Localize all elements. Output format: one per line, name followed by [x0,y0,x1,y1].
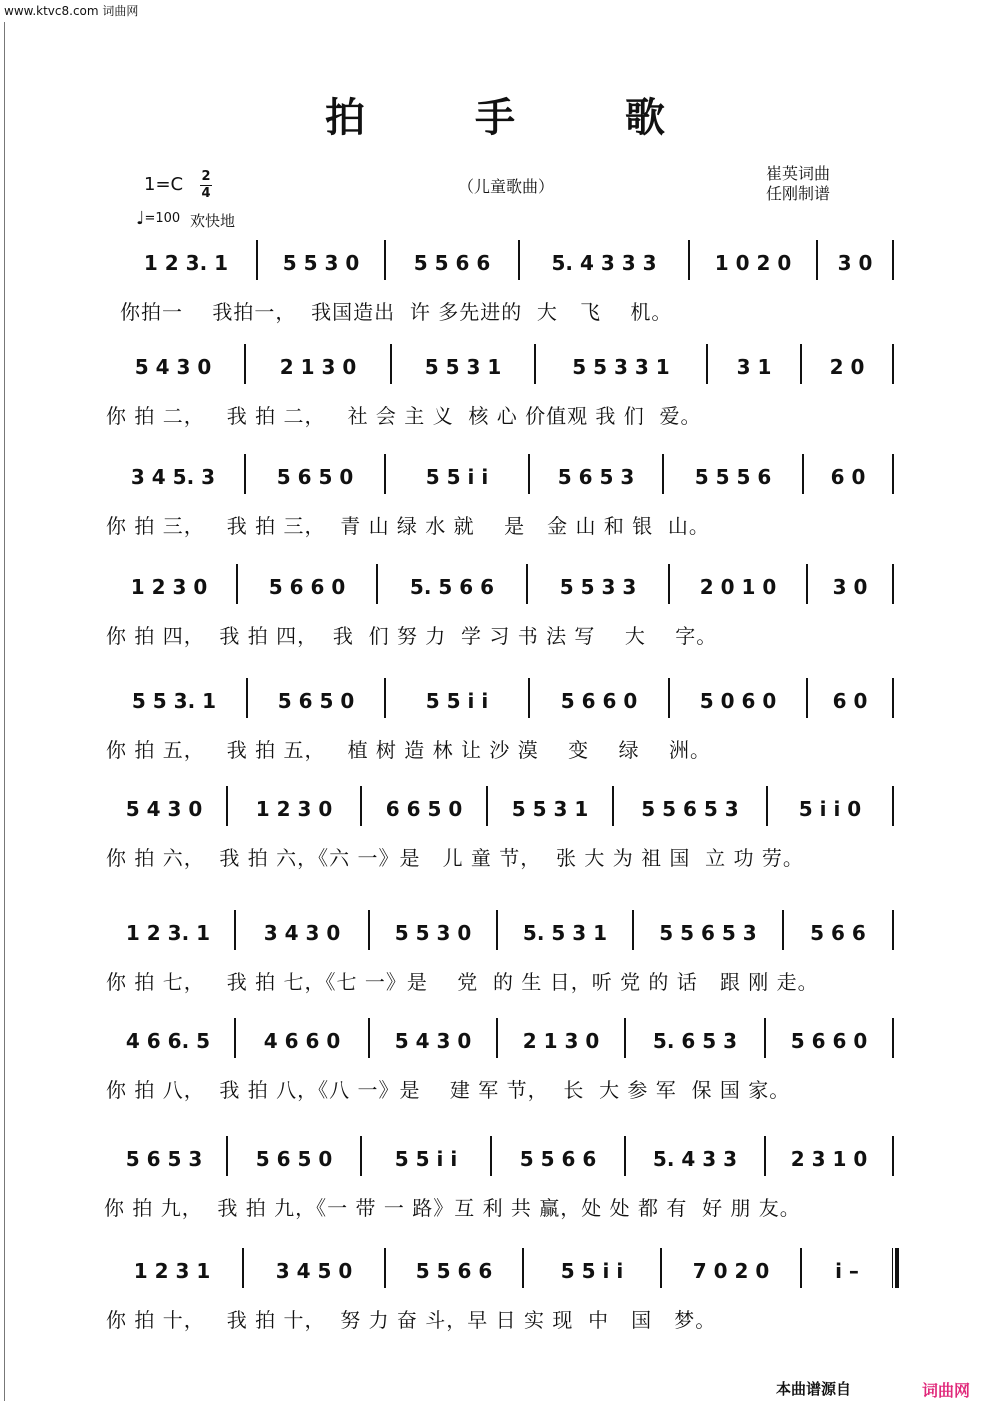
measure: 5 5 6 6 [415,1259,493,1283]
measure: 5 5 3 0 [282,251,360,275]
music-system [0,458,990,562]
measure: 2 1 3 0 [522,1029,600,1053]
lyrics-line: 你 拍 四， 我 拍 四， 我 们 努 力 学 习 书 法 写 大 字。 [106,624,718,648]
barline [518,240,520,280]
measure: 5 5 6 5 3 [659,921,757,945]
measure: 1 2 3 0 [255,797,333,821]
barline [892,564,894,604]
lyrics-line: 你 拍 六， 我 拍 六，《六 一》是 儿 童 节， 张 大 为 祖 国 立 功 劳。 [106,846,804,870]
measure: 3 4 3 0 [263,921,341,945]
key-signature: 1=C [144,174,184,195]
measure: 6 0 [832,689,868,713]
barline [242,1248,244,1288]
site-watermark[interactable]: www.ktvc8.com 词曲网 [4,4,139,18]
lyrics-line: 你拍一 我拍一， 我国造出 许 多先进的 大 飞 机。 [120,300,673,324]
measure: 1 2 3 0 [130,575,208,599]
measure: 5 5 i i [394,1147,458,1171]
measure: 2 0 [829,355,865,379]
measure: 5 i i 0 [798,797,862,821]
barline [226,786,228,826]
barline [782,910,784,950]
barline [806,564,808,604]
barline [668,564,670,604]
measure: 5 5 6 6 [519,1147,597,1171]
measure: 5 6 5 0 [277,689,355,713]
measure: 5 5 3 3 [559,575,637,599]
barline [384,454,386,494]
barline [892,910,894,950]
barline [892,1018,894,1058]
measure: 5 5 i i [425,465,489,489]
barline [624,1136,626,1176]
measure: 2 3 1 0 [790,1147,868,1171]
barline [624,1018,626,1058]
measure: 5 5 3. 1 [131,689,217,713]
barline [486,786,488,826]
measure: 3 4 5 0 [275,1259,353,1283]
lyrics-line: 你 拍 七， 我 拍 七，《七 一》是 党 的 生 日，听 党 的 话 跟 刚 走。 [106,970,819,994]
measure: 5. 4 3 3 3 [551,251,657,275]
measure: 4 6 6. 5 [125,1029,211,1053]
barline [662,454,664,494]
lyrics-line: 你 拍 九， 我 拍 九，《一 带 一 路》互 利 共 赢，处 处 都 有 好 朋 友。 [104,1196,801,1220]
lyricist-composer: 崔英词曲 [766,164,831,183]
measure: 5 6 6 0 [268,575,346,599]
measure: 3 0 [837,251,873,275]
measure: i – [835,1259,859,1283]
measure: 6 0 [830,465,866,489]
barline [816,240,818,280]
measure: 3 4 5. 3 [130,465,216,489]
barline [668,678,670,718]
barline [892,240,894,280]
time-signature-top: 2 [201,169,211,184]
measure: 5 5 6 5 3 [641,797,739,821]
barline [384,678,386,718]
measure: 5 4 3 0 [125,797,203,821]
barline [800,1248,802,1288]
barline [236,564,238,604]
barline [522,1248,524,1288]
barline [234,1018,236,1058]
barline [226,1136,228,1176]
barline [802,454,804,494]
measure: 5 6 5 3 [125,1147,203,1171]
barline [892,454,894,494]
barline [256,240,258,280]
barline [496,1018,498,1058]
barline [892,678,894,718]
barline [384,240,386,280]
lyrics-line: 你 拍 三， 我 拍 三， 青 山 绿 水 就 是 金 山 和 银 山。 [106,514,710,538]
measure: 3 1 [736,355,772,379]
credits [766,164,830,204]
measure: 5 5 6 6 [413,251,491,275]
genre-label: （儿童歌曲） [458,177,555,196]
barline [384,1248,386,1288]
measure: 7 0 2 0 [692,1259,770,1283]
barline [706,344,708,384]
music-system [0,914,990,1018]
measure: 5 0 6 0 [699,689,777,713]
site-logo[interactable]: 词曲网 [922,1381,971,1400]
measure: 5 5 5 6 [694,465,772,489]
barline [688,240,690,280]
measure: 5. 4 3 3 [652,1147,738,1171]
measure: 1 0 2 0 [714,251,792,275]
measure: 5 6 5 0 [255,1147,333,1171]
music-system [0,790,990,894]
quarter-note-icon: ♩ [136,208,145,229]
barline [528,678,530,718]
measure: 2 0 1 0 [699,575,777,599]
measure: 5 5 3 3 1 [572,355,670,379]
measure: 5 5 i i [560,1259,624,1283]
measure: 5. 5 6 6 [409,575,495,599]
music-system [0,244,990,348]
music-system [0,1252,990,1356]
expression-marking: 欢快地 [190,212,236,230]
source-label: 本曲谱源自 [776,1380,852,1398]
measure: 5. 6 5 3 [652,1029,738,1053]
barline [234,910,236,950]
barline [632,910,634,950]
music-system [0,682,990,786]
barline [892,786,894,826]
measure: 5 5 3 1 [511,797,589,821]
measure: 5 6 5 0 [276,465,354,489]
barline [534,344,536,384]
barline [612,786,614,826]
lyrics-line: 你 拍 十， 我 拍 十， 努 力 奋 斗，早 日 实 现 中 国 梦。 [106,1308,717,1332]
barline [528,454,530,494]
song-title: 拍 手 歌 [325,94,713,141]
music-system [0,568,990,672]
barline [244,344,246,384]
lyrics-line: 你 拍 二， 我 拍 二， 社 会 主 义 核 心 价值观 我 们 爱。 [106,404,702,428]
time-signature [200,170,212,201]
measure: 1 2 3 1 [133,1259,211,1283]
measure: 2 1 3 0 [279,355,357,379]
barline [892,1248,899,1288]
barline [390,344,392,384]
measure: 4 6 6 0 [263,1029,341,1053]
barline [764,1018,766,1058]
music-system [0,1022,990,1126]
music-system [0,1140,990,1244]
measure: 3 0 [832,575,868,599]
barline [496,910,498,950]
barline [368,910,370,950]
measure: 5 4 3 0 [134,355,212,379]
barline [526,564,528,604]
measure: 5. 5 3 1 [522,921,608,945]
measure: 5 6 5 3 [557,465,635,489]
lyrics-line: 你 拍 五， 我 拍 五， 植 树 造 林 让 沙 漠 变 绿 洲。 [106,738,712,762]
arranger: 任刚制谱 [766,184,831,203]
time-signature-bottom: 4 [201,186,211,201]
barline [892,344,894,384]
measure: 1 2 3. 1 [143,251,229,275]
barline [800,344,802,384]
measure: 5 5 3 1 [424,355,502,379]
measure: 5 4 3 0 [394,1029,472,1053]
barline [246,678,248,718]
measure: 5 6 6 [810,921,866,945]
measure: 6 6 5 0 [385,797,463,821]
measure: 5 5 3 0 [394,921,472,945]
barline [764,1136,766,1176]
barline [766,786,768,826]
lyrics-line: 你 拍 八， 我 拍 八，《八 一》是 建 军 节， 长 大 参 军 保 国 家。 [106,1078,791,1102]
measure: 5 5 i i [425,689,489,713]
tempo-value: =100 [144,211,181,226]
barline [806,678,808,718]
barline [490,1136,492,1176]
music-system [0,348,990,452]
barline [360,786,362,826]
measure: 5 6 6 0 [560,689,638,713]
measure: 1 2 3. 1 [125,921,211,945]
barline [376,564,378,604]
tempo-marking [136,208,180,229]
barline [892,1136,894,1176]
barline [244,454,246,494]
measure: 5 6 6 0 [790,1029,868,1053]
barline [660,1248,662,1288]
barline [360,1136,362,1176]
barline [368,1018,370,1058]
